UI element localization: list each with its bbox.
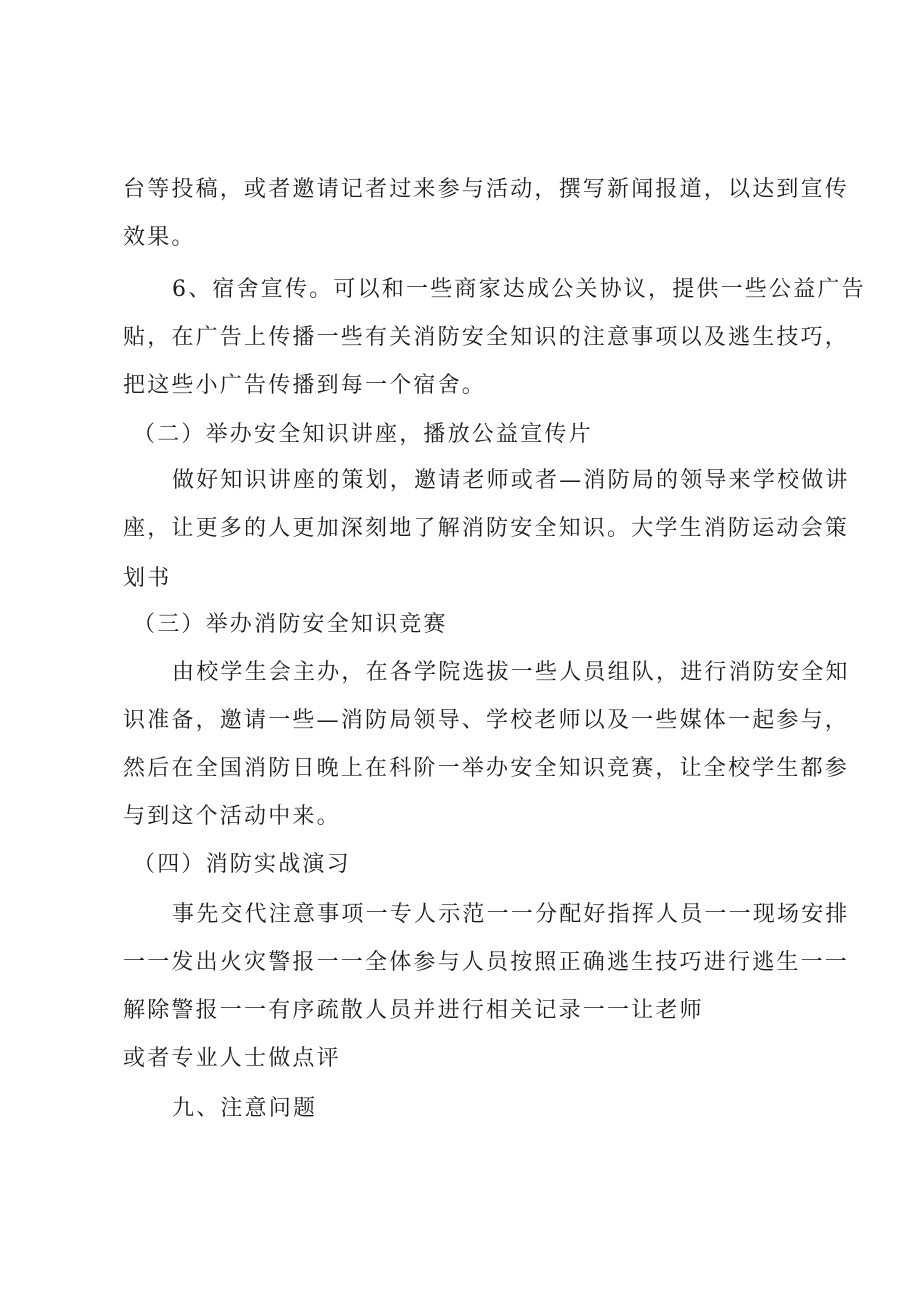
paragraph-3-line-2: 座，让更多的人更加深刻地了解消防安全知识。大学生消防运动会策	[123, 516, 850, 541]
paragraph-2-line-2: 贴，在广告上传播一些有关消防安全知识的注意事项以及逃生技巧，	[123, 325, 850, 350]
paragraph-4-line-1: 由校学生会主办，在各学院选拔一些人员组队，进行消防安全知	[172, 660, 850, 685]
paragraph-5-line-1: 事先交代注意事项一专人示范一一分配好指挥人员一一现场安排	[172, 902, 850, 927]
paragraph-5-line-3: 解除警报一一有序疏散人员并进行相关记录一一让老师	[123, 998, 704, 1023]
paragraph-3-line-1: 做好知识讲座的策划，邀请老师或者—消防局的领导来学校做讲	[172, 468, 850, 493]
paragraph-2-line-1: 6、宿舍宣传。可以和一些商家达成公关协议，提供一些公益广告	[172, 277, 866, 302]
paragraph-1-line-2: 效果。	[123, 225, 196, 250]
paragraph-5-line-2: 一一发出火灾警报一一全体参与人员按照正确逃生技巧进行逃生一一	[123, 950, 850, 975]
paragraph-4-line-4: 与到这个活动中来。	[123, 804, 341, 829]
section-heading-3: （三）举办消防安全知识竞赛	[133, 612, 448, 637]
section-heading-4: （四）消防实战演习	[133, 852, 351, 877]
section-heading-9: 九、注意问题	[172, 1096, 318, 1121]
paragraph-2-line-3: 把这些小广告传播到每一个宿舍。	[123, 373, 487, 398]
paragraph-3-line-3: 划书	[123, 566, 172, 591]
section-heading-2: （二）举办安全知识讲座，播放公益宣传片	[133, 422, 593, 447]
paragraph-4-line-2: 识准备，邀请一些—消防局领导、学校老师以及一些媒体一起参与，	[123, 708, 850, 733]
paragraph-5-line-4: 或者专业人士做点评	[123, 1046, 341, 1071]
paragraph-1-line-1: 台等投稿，或者邀请记者过来参与活动，撰写新闻报道，以达到宣传	[123, 177, 850, 202]
paragraph-4-line-3: 然后在全国消防日晚上在科阶一举办安全知识竞赛，让全校学生都参	[123, 756, 850, 781]
